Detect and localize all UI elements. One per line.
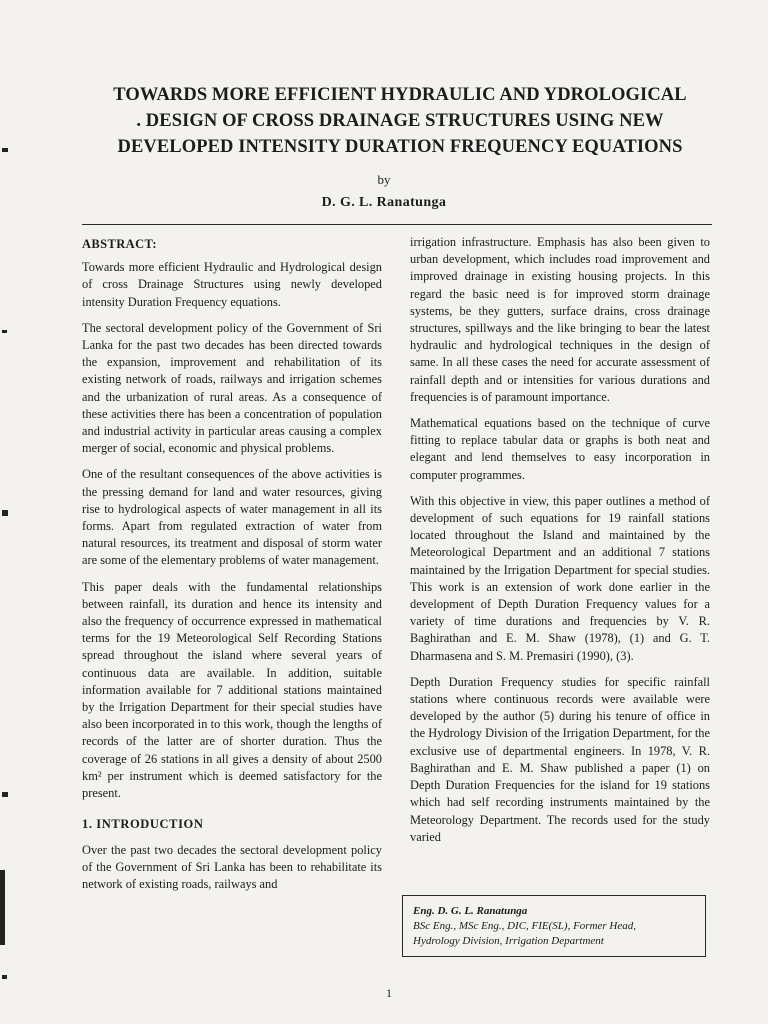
header-divider — [82, 224, 712, 225]
byline: by — [377, 172, 391, 187]
scan-edge-bar — [0, 870, 5, 945]
scan-mark — [2, 975, 7, 979]
introduction-heading: 1. INTRODUCTION — [82, 817, 204, 832]
introduction-paragraph-1: Over the past two decades the sectoral development policy of the Government of Sri Lanka has been to rehabilitate its network of existing roads, railways and — [82, 842, 382, 891]
title-line-3: DEVELOPED INTENSITY DURATION FREQUENCY EQUATIONS — [117, 137, 683, 157]
title-line-1: TOWARDS MORE EFFICIENT HYDRAULIC AND YDROLOGICAL — [113, 85, 687, 105]
right-paragraph-1: irrigation infrastructure. Emphasis has also been given to urban development, which includes road improvement and improved drainage in existing housing projects. In this regard the basic need is for improved storm drainage systems, be they gutters, surface drains, cross drainage structures, spillways and the like bringing to bear the latest hydraulic and hydrological techniques in the design of same. In all these cases the need for accurate assessment of rainfall depth and or intensities for various durations and frequencies is of paramount importance. — [410, 235, 710, 404]
author-box-name: Eng. D. G. L. Ranatunga — [413, 905, 528, 917]
paper-title — [60, 82, 740, 160]
abstract-paragraph-4: This paper deals with the fundamental relationships between rainfall, its duration and hence its intensity and also the frequency of occurrence expressed in mathematical terms for the 19 Meteorological Self Recording Stations spread throughout the island where several years of continuous data are available. In addition, suitable information available for 7 additional stations maintained by the Irrigation Department for their special studies have also been incorporated in to this work, though the lengths of records of the latter are of shorter duration. Thus the coverage of 26 stations in all gives a density of about 2500 km² per instrument which is deemed satisfactory for the present. — [82, 579, 382, 801]
scan-mark — [2, 510, 8, 516]
right-paragraph-2: Mathematical equations based on the technique of curve fitting to replace tabular data or graphs is both neat and elegant and lend themselves to easy incorporation in computer programmes. — [410, 416, 710, 482]
author-affiliation-box — [402, 895, 706, 957]
abstract-paragraph-1: Towards more efficient Hydraulic and Hydrological design of cross Drainage Structures using newly developed intensity Duration Frequency equations. — [82, 260, 382, 309]
abstract-heading: ABSTRACT: — [82, 237, 157, 251]
right-paragraph-3: With this objective in view, this paper outlines a method of development of such equations for 19 rainfall stations located throughout the Island and maintained by the Meteorological Department and an additional 7 stations maintained by the Irrigation Department for special studies. This work is an extension of work done earlier in the development of Depth Duration Frequency values for a variety of time durations and frequencies by V. R. Baghirathan and E. M. Shaw (1978), (1) and G. T. Dharmasena and S. M. Premasiri (1990), (3). — [410, 493, 710, 663]
scan-mark — [2, 792, 8, 797]
left-column — [82, 234, 382, 902]
abstract-paragraph-2: The sectoral development policy of the Government of Sri Lanka for the past two decades has been directed towards the expansion, improvement and rehabilitation of its existing network of roads, railways and irrigation schemes and the urbanization of rural areas. As a consequence of these activities there has been a concentration of population and industrial activity in particular areas causing a complex merger of social, economic and physical problems. — [82, 320, 382, 456]
scan-mark — [2, 148, 8, 152]
abstract-paragraph-3: One of the resultant consequences of the above activities is the pressing demand for land and water resources, giving rise to hydrological aspects of water management in all its forms. Apart from regulated extraction of water from natural resources, its treatment and disposal of storm water are some of the elementary problems of water management. — [82, 467, 382, 568]
right-paragraph-4: Depth Duration Frequency studies for specific rainfall stations where continuous records were available were developed by the author (5) during his tenure of office in the Hydrology Division of the Irrigation Department, for the exclusive use of departmental engineers. In 1978, V. R. Baghirathan and E. M. Shaw published a paper (1) on Depth Duration Frequencies for the island for 19 stations which had self recording instruments maintained by the Meteorology Department. The records used for the study varied — [410, 674, 710, 844]
author-name: D. G. L. Ranatunga — [321, 195, 447, 210]
title-line-2: . DESIGN OF CROSS DRAINAGE STRUCTURES USING NEW — [136, 111, 664, 131]
right-column — [410, 234, 710, 855]
author-box-credentials: BSc Eng., MSc Eng., DIC, FIE(SL), Former Head, — [413, 920, 637, 932]
page-number: 1 — [386, 986, 392, 1000]
author-box-affiliation: Hydrology Division, Irrigation Department — [413, 935, 604, 947]
scan-mark — [2, 330, 7, 333]
